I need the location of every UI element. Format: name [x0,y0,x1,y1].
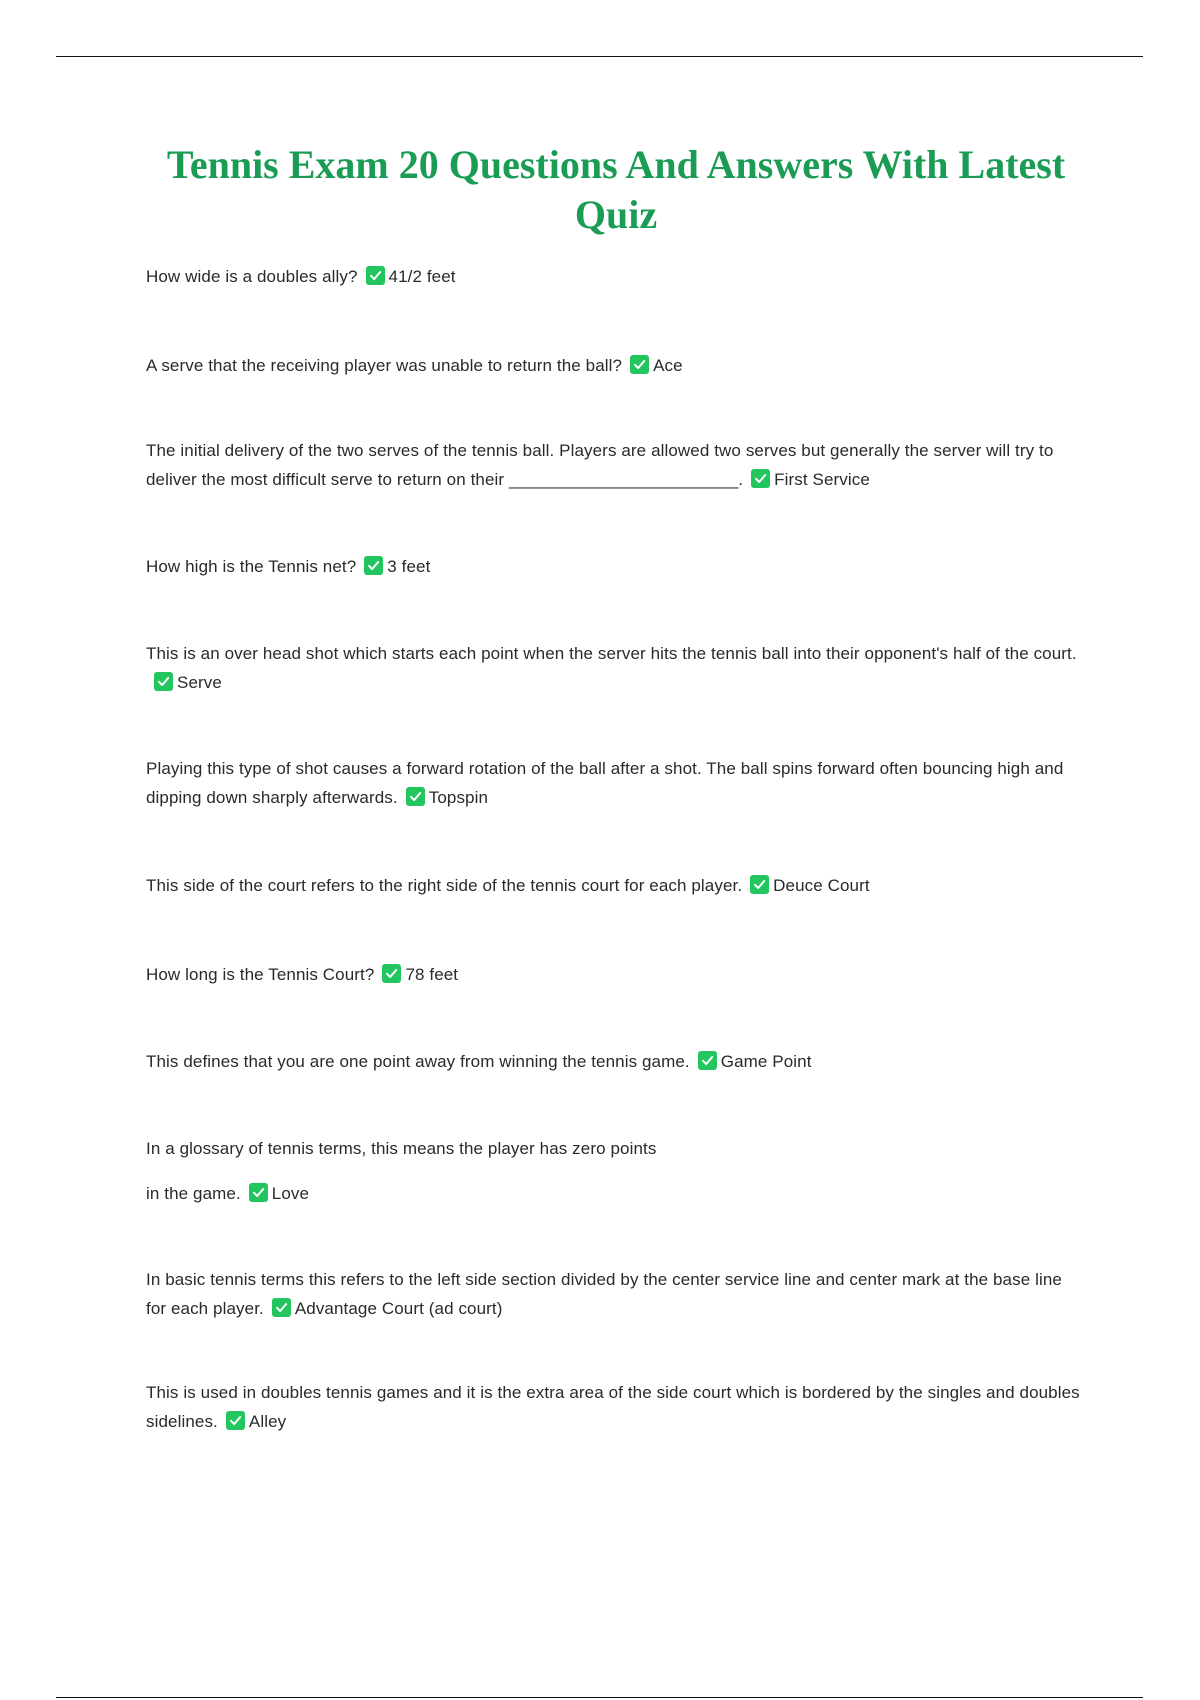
answer-text: 78 feet [405,965,459,984]
qa-item-line [146,1134,1086,1163]
qa-item [146,754,1086,812]
answer-text: Topspin [428,788,489,807]
question-text: Playing this type of shot causes a forward rotation of the ball after a shot. The ball spins forward often bouncing high and dipping down sharply afterwards. [146,759,1064,807]
qa-item [146,552,1086,581]
green-checkbox-icon [698,1051,717,1070]
answer-text: Alley [248,1412,287,1431]
qa-item [146,960,1086,989]
answer-text: Love [271,1184,310,1203]
qa-item [146,436,1086,494]
question-text: This defines that you are one point away from winning the tennis game. [146,1052,690,1071]
qa-item [146,871,1086,900]
answer-text: Ace [653,356,683,375]
answer-text: 3 feet [387,557,431,576]
answer-text: Serve [177,673,222,692]
answer-text: Advantage Court (ad court) [294,1299,503,1318]
qa-item [146,1265,1086,1323]
green-checkbox-icon [366,266,385,285]
question-text: This is an over head shot which starts each point when the server hits the tennis ball into their opponent's half of the court. [146,644,1077,663]
answer-text: Game Point [720,1052,812,1071]
question-text: This side of the court refers to the right side of the tennis court for each player. [146,876,743,895]
qa-item [146,639,1086,697]
green-checkbox-icon [630,355,649,374]
qa-item [146,1047,1086,1076]
footer-rule [56,1697,1143,1698]
green-checkbox-icon [272,1298,291,1317]
question-text: This is used in doubles tennis games and it is the extra area of the side court which is bordered by the singles and doubles sidelines. [146,1383,1080,1431]
header-rule [56,56,1143,57]
answer-text: Deuce Court [773,876,870,895]
green-checkbox-icon [364,556,383,575]
question-text: In basic tennis terms this refers to the left side section divided by the center service line and center mark at the base line for each player. [146,1270,1062,1318]
question-text: The initial delivery of the two serves of the tennis ball. Players are allowed two serves but generally the server will try to deliver the most difficult serve to return on their ________________________. [146,441,1054,489]
green-checkbox-icon [406,787,425,806]
answer-text: First Service [774,470,870,489]
question-text: In a glossary of tennis terms, this means the player has zero points [146,1139,657,1158]
answer-text: 41/2 feet [388,267,456,286]
green-checkbox-icon [154,672,173,691]
qa-item [146,1378,1086,1436]
question-text: in the game. [146,1184,241,1203]
green-checkbox-icon [751,469,770,488]
qa-item [146,262,1086,291]
question-text: A serve that the receiving player was unable to return the ball? [146,356,623,375]
green-checkbox-icon [249,1183,268,1202]
green-checkbox-icon [382,964,401,983]
green-checkbox-icon [750,875,769,894]
question-text: How wide is a doubles ally? [146,267,358,286]
green-checkbox-icon [226,1411,245,1430]
qa-item-line [146,1179,1086,1208]
qa-item [146,351,1086,380]
question-text: How high is the Tennis net? [146,557,357,576]
question-text: How long is the Tennis Court? [146,965,375,984]
document-title: Tennis Exam 20 Questions And Answers With Latest Quiz [166,142,1066,237]
